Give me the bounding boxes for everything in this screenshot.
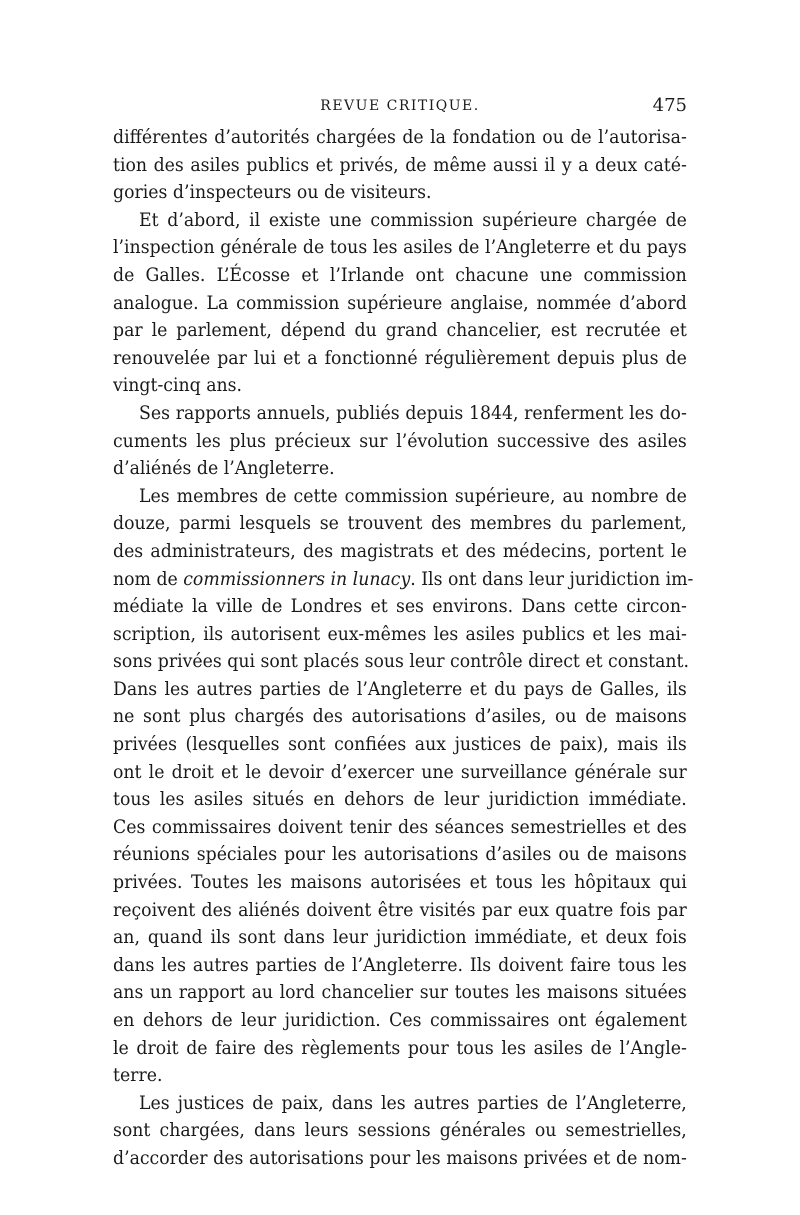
text-line: Et d’abord, il existe une commission supérieure chargée de: [139, 209, 687, 231]
text-segment: nom de: [113, 568, 184, 590]
text-line: reçoivent des aliénés doivent être visités par eux quatre fois par: [113, 899, 687, 921]
text-line: vingt-cinq ans.: [113, 375, 243, 397]
text-line: Ces commissaires doivent tenir des séances semestrielles et des: [113, 816, 687, 838]
text-line: analogue. La commission supérieure anglaise, nommée d’abord: [113, 292, 687, 314]
text-line: différentes d’autorités chargées de la fondation ou de l’autorisa-: [113, 127, 687, 148]
text-line: [113, 566, 694, 594]
text-line: douze, parmi lesquels se trouvent des membres du parlement,: [113, 513, 687, 535]
text-line: réunions spéciales pour les autorisations d’asiles ou de maisons: [113, 844, 687, 866]
text-line: ne sont plus chargés des autorisations d’asiles, ou de maisons: [113, 706, 687, 728]
page-number: 475: [652, 95, 687, 116]
text-line: an, quand ils sont dans leur juridiction immédiate, et deux fois: [113, 927, 687, 949]
text-line: renouvelée par lui et a fonctionné régulièrement depuis plus de: [113, 347, 687, 369]
text-line: sont chargées, dans leurs sessions générales ou semestrielles,: [113, 1120, 687, 1142]
text-line: de Galles. L’Écosse et l’Irlande ont chacune une commission: [113, 264, 687, 286]
text-line: ont le droit et le devoir d’exercer une surveillance générale sur: [113, 761, 687, 783]
text-line: gories d’inspecteurs ou de visiteurs.: [113, 182, 432, 204]
text-line: Dans les autres parties de l’Angleterre et du pays de Galles, ils: [113, 678, 687, 700]
text-line: médiate la ville de Londres et ses environs. Dans cette circon-: [113, 596, 687, 618]
text-line: par le parlement, dépend du grand chancelier, est recrutée et: [113, 320, 687, 342]
text-line: scription, ils autorisent eux-mêmes les asiles publics et les mai-: [113, 623, 687, 645]
italic-term: commissionners in lunacy: [183, 568, 411, 590]
text-line: sons privées qui sont placés sous leur contrôle direct et constant.: [113, 651, 690, 673]
text-segment: . Ils ont dans leur juridiction im-: [410, 568, 694, 590]
text-line: Ses rapports annuels, publiés depuis 1844, renferment les do-: [139, 402, 687, 424]
text-line: ans un rapport au lord chancelier sur toutes les maisons situées: [113, 982, 687, 1004]
text-line: terre.: [113, 1065, 163, 1087]
text-line: des administrateurs, des magistrats et des médecins, portent le: [113, 540, 687, 562]
text-line: Les membres de cette commission supérieure, au nombre de: [139, 485, 687, 507]
text-line: en dehors de leur juridiction. Ces commissaires ont également: [113, 1010, 687, 1031]
text-line: d’aliénés de l’Angleterre.: [113, 458, 335, 480]
text-line: d’accorder des autorisations pour les maisons privées et de nom-: [113, 1147, 687, 1169]
text-line: privées (lesquelles sont confiées aux justices de paix), mais ils: [113, 734, 687, 756]
running-head: [113, 95, 687, 120]
text-line: l’inspection générale de tous les asiles de l’Angleterre et du pays: [113, 237, 687, 259]
text-line: dans les autres parties de l’Angleterre. Ils doivent faire tous les: [113, 954, 687, 976]
body-text: [113, 124, 694, 1173]
text-line: privées. Toutes les maisons autorisées et tous les hôpitaux qui: [113, 872, 687, 894]
text-line: tous les asiles situés en dehors de leur juridiction immédiate.: [113, 789, 687, 811]
text-line: le droit de faire des règlements pour tous les asiles de l’Angle-: [113, 1037, 687, 1059]
text-line: tion des asiles publics et privés, de même aussi il y a deux caté-: [113, 154, 687, 176]
running-title: REVUE CRITIQUE.: [320, 98, 480, 114]
text-line: Les justices de paix, dans les autres parties de l’Angleterre,: [139, 1092, 687, 1114]
text-line: cuments les plus précieux sur l’évolution successive des asiles: [113, 430, 687, 452]
